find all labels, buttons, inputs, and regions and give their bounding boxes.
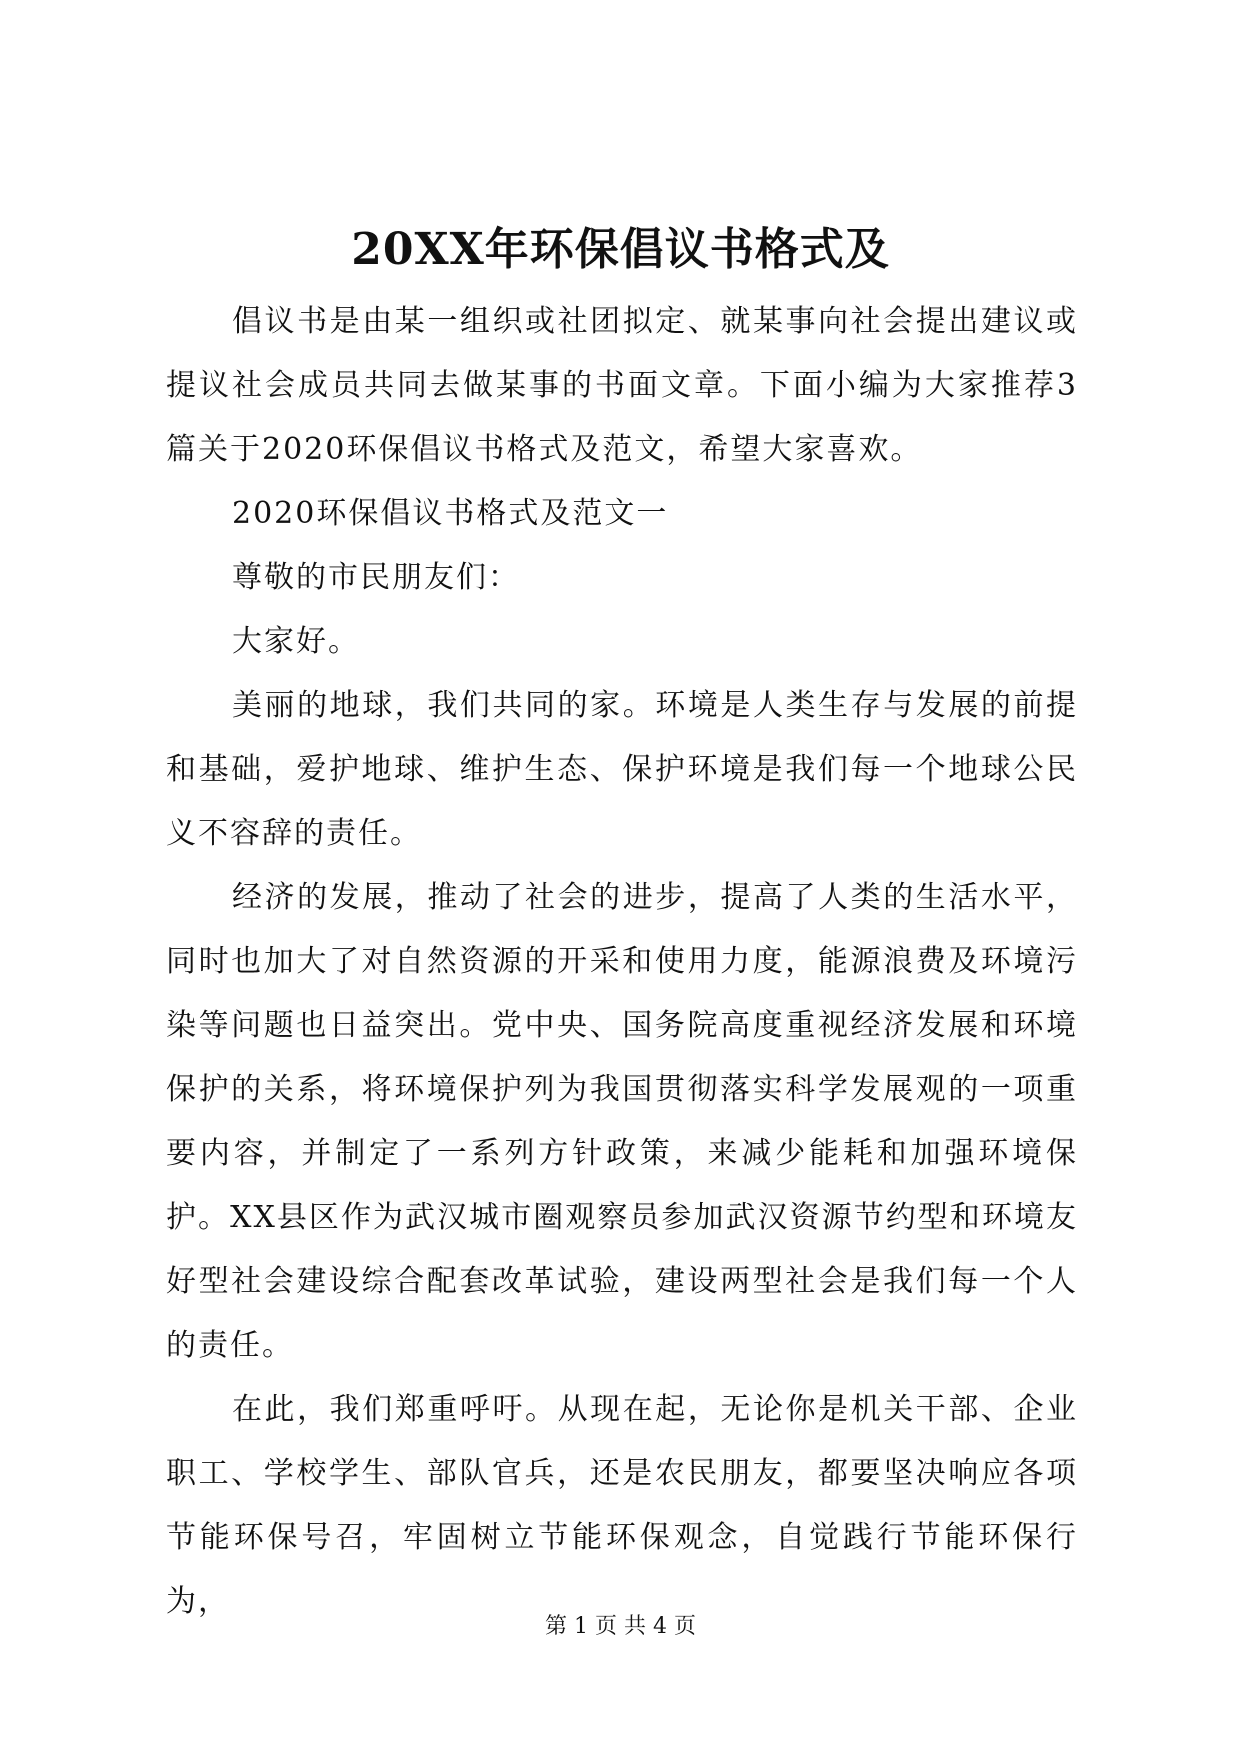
document-body xyxy=(166,290,1078,1634)
paragraph-economy: 经济的发展，推动了社会的进步，提高了人类的生活水平，同时也加大了对自然资源的开采和使用力度，能源浪费及环境污染等问题也日益突出。党中央、国务院高度重视经济发展和环境保护的关系，将环境保护列为我国贯彻落实科学发展观的一项重要内容，并制定了一系列方针政策，来减少能耗和加强环境保护。XX县区作为武汉城市圈观察员参加武汉资源节约型和环境友好型社会建设综合配套改革试验，建设两型社会是我们每一个人的责任。 xyxy=(166,880,1078,1363)
document-title: 20XX年环保倡议书格式及 xyxy=(351,224,890,275)
paragraph-earth: 美丽的地球，我们共同的家。环境是人类生存与发展的前提和基础，爱护地球、维护生态、保护环境是我们每一个地球公民义不容辞的责任。 xyxy=(166,688,1078,851)
paragraph-appeal: 在此，我们郑重呼吁。从现在起，无论你是机关干部、企业职工、学校学生、部队官兵，还是农民朋友，都要坚决响应各项节能环保号召，牢固树立节能环保观念，自觉践行节能环保行为， xyxy=(166,1392,1078,1619)
paragraph-section-heading: 2020环保倡议书格式及范文一 xyxy=(232,496,669,531)
paragraph-greeting: 大家好。 xyxy=(232,624,360,659)
paragraph-salutation: 尊敬的市民朋友们： xyxy=(232,560,520,595)
paragraph-intro: 倡议书是由某一组织或社团拟定、就某事向社会提出建议或提议社会成员共同去做某事的书面文章。下面小编为大家推荐3篇关于2020环保倡议书格式及范文，希望大家喜欢。 xyxy=(166,304,1078,467)
page-footer: 第 1 页 共 4 页 xyxy=(545,1614,696,1639)
